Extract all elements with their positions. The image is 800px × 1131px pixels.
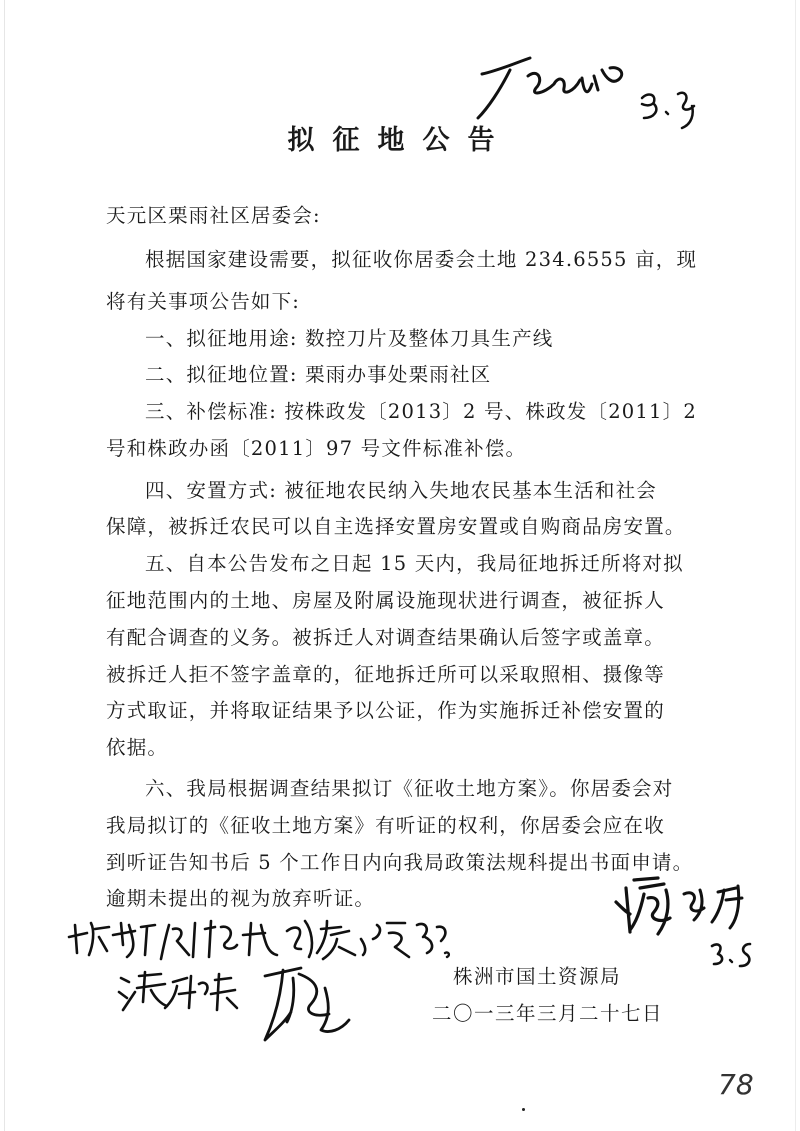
paragraph-line: 有配合调查的义务。被拆迁人对调查结果确认后签字或盖章。 <box>106 626 665 649</box>
page-title: 拟征地公告 <box>287 125 513 156</box>
paragraph-line: 保障，被拆迁农民可以自主选择安置房安置或自购商品房安置。 <box>106 515 686 538</box>
paragraph-line: 根据国家建设需要，拟征收你居委会土地 234.6555 亩，现 <box>145 248 698 271</box>
paragraph-line: 被拆迁人拒不签字盖章的，征地拆迁所可以采取照相、摄像等 <box>106 663 665 686</box>
paragraph-line: 征地范围内的土地、房屋及附属设施现状进行调查，被征拆人 <box>106 589 665 612</box>
paragraph-line: 逾期未提出的视为放弃听证。 <box>106 887 376 910</box>
paragraph-line: 三、补偿标准: 按株政发〔2013〕2 号、株政发〔2011〕2 <box>145 400 697 423</box>
paragraph-line: 一、拟征地用途: 数控刀片及整体刀具生产线 <box>145 327 554 350</box>
issue-date: 二〇一三年三月二十七日 <box>432 1002 664 1025</box>
scan-speck <box>522 1108 525 1111</box>
paragraph-line: 将有关事项公告如下: <box>106 290 301 313</box>
paragraph-line: 四、安置方式: 被征地农民纳入失地农民基本生活和社会 <box>145 479 657 502</box>
paragraph-line: 号和株政办函〔2011〕97 号文件标准补偿。 <box>106 437 527 460</box>
paragraph-line: 天元区栗雨社区居委会: <box>106 204 321 227</box>
page-number: 78 <box>718 1068 754 1101</box>
paragraph-line: 五、自本公告发布之日起 15 天内，我局征地拆迁所将对拟 <box>145 552 684 575</box>
paragraph-line: 到听证告知书后 5 个工作日内向我局政策法规科提出书面申请。 <box>106 851 694 874</box>
paragraph-line: 方式取证，并将取证结果予以公证，作为实施拆迁补偿安置的 <box>106 699 665 722</box>
paragraph-line: 六、我局根据调查结果拟订《征收土地方案》。你居委会对 <box>145 777 674 800</box>
paragraph-line: 依据。 <box>106 736 169 759</box>
issuer-name: 株洲市国土资源局 <box>453 965 622 988</box>
paragraph-line: 我局拟订的《征收土地方案》有听证的权利，你居委会应在收 <box>106 814 665 837</box>
paragraph-line: 二、拟征地位置: 栗雨办事处栗雨社区 <box>145 363 492 386</box>
